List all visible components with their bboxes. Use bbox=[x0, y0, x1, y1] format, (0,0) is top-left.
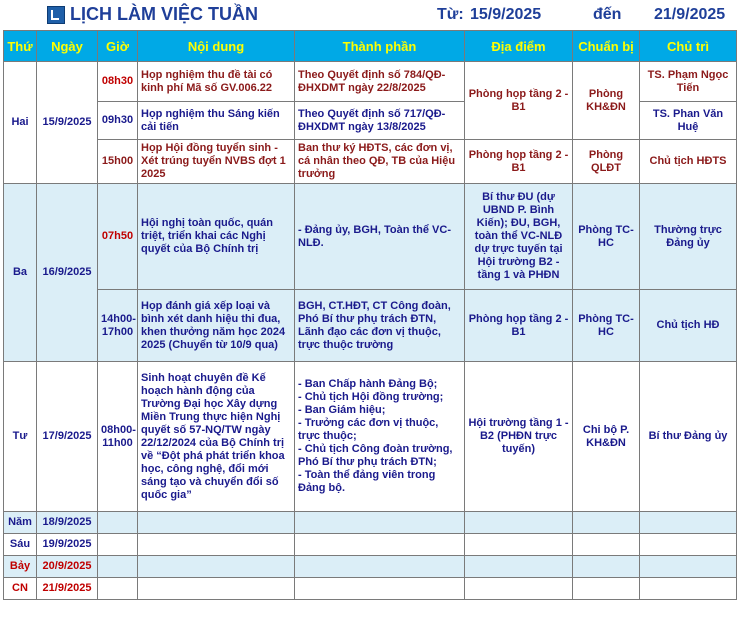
empty-cell bbox=[465, 512, 573, 534]
chair-cell: Bí thư Đảng ủy bbox=[640, 362, 737, 512]
table-row bbox=[4, 62, 737, 102]
participant-line: - Chủ tịch Hội đồng trường; bbox=[298, 391, 444, 403]
day-cell: Tư bbox=[4, 362, 37, 512]
participant-line: - Toàn thể đảng viên trong Đảng bộ. bbox=[298, 469, 436, 494]
schedule-table bbox=[3, 30, 737, 600]
day-cell: Bảy bbox=[4, 556, 37, 578]
empty-cell bbox=[295, 534, 465, 556]
day-cell: Năm bbox=[4, 512, 37, 534]
empty-cell bbox=[573, 578, 640, 600]
content-cell: Họp nghiệm thu Sáng kiến cải tiến bbox=[138, 102, 295, 140]
table-header-row bbox=[4, 31, 737, 62]
date-cell: 20/9/2025 bbox=[37, 556, 98, 578]
table-row bbox=[4, 556, 737, 578]
content-cell: Họp đánh giá xếp loại và bình xét danh hiệu thi đua, khen thưởng năm học 2024 2025 (Chuyển từ 10/9 qua) bbox=[138, 290, 295, 362]
empty-cell bbox=[465, 578, 573, 600]
participants-cell: Theo Quyết định số 717/QĐ-ĐHXDMT ngày 13/8/2025 bbox=[295, 102, 465, 140]
to-label: đến bbox=[593, 6, 622, 23]
table-row bbox=[4, 512, 737, 534]
prepare-cell: Phòng KH&ĐN bbox=[573, 62, 640, 140]
time-cell: 14h00-17h00 bbox=[98, 290, 138, 362]
empty-cell bbox=[573, 534, 640, 556]
table-row bbox=[4, 140, 737, 184]
prepare-cell: Phòng QLĐT bbox=[573, 140, 640, 184]
empty-cell bbox=[573, 512, 640, 534]
chair-cell: Chủ tịch HĐTS bbox=[640, 140, 737, 184]
table-row bbox=[4, 362, 737, 512]
participant-line: - Ban Chấp hành Đảng Bộ; bbox=[298, 378, 438, 390]
col-header-ngay: Ngày bbox=[37, 31, 98, 62]
chair-cell: TS. Phạm Ngọc Tiến bbox=[640, 62, 737, 102]
day-cell: Ba bbox=[4, 184, 37, 362]
empty-cell bbox=[465, 556, 573, 578]
date-cell: 21/9/2025 bbox=[37, 578, 98, 600]
logo-icon bbox=[47, 6, 65, 24]
location-cell: Phòng họp tầng 2 - B1 bbox=[465, 62, 573, 140]
table-row bbox=[4, 534, 737, 556]
location-cell: Bí thư ĐU (dự UBND P. Bình Kiến); ĐU, BGH, toàn thể VC-NLĐ dự trực tuyến tại Hội trường B2 - tầng 1 và PHĐN bbox=[465, 184, 573, 290]
col-header-thanh-phan: Thành phần bbox=[295, 31, 465, 62]
participants-cell: - Đảng ủy, BGH, Toàn thể VC-NLĐ. bbox=[295, 184, 465, 290]
day-cell: Hai bbox=[4, 62, 37, 184]
content-cell: Sinh hoạt chuyên đề Kế hoạch hành động của Trường Đại học Xây dựng Miền Trung thực hiện Nghị quyết số 57-NQ/TW ngày 22/12/2024 của Bộ Chính trị về “Đột phá phát triển khoa học, công nghệ, đổi mới sáng tạo và chuyển đổi số quốc gia” bbox=[138, 362, 295, 512]
prepare-cell: Chi bộ P. KH&ĐN bbox=[573, 362, 640, 512]
time-cell: 09h30 bbox=[98, 102, 138, 140]
col-header-noi-dung: Nội dung bbox=[138, 31, 295, 62]
from-date: 15/9/2025 bbox=[470, 6, 542, 23]
date-cell: 17/9/2025 bbox=[37, 362, 98, 512]
empty-cell bbox=[138, 578, 295, 600]
time-cell: 15h00 bbox=[98, 140, 138, 184]
day-cell: CN bbox=[4, 578, 37, 600]
date-cell: 16/9/2025 bbox=[37, 184, 98, 362]
empty-cell bbox=[98, 578, 138, 600]
participant-line: - Ban Giám hiệu; bbox=[298, 404, 386, 416]
participants-cell bbox=[295, 362, 465, 512]
time-cell: 08h30 bbox=[98, 62, 138, 102]
empty-cell bbox=[98, 512, 138, 534]
empty-cell bbox=[295, 556, 465, 578]
time-cell: 08h00-11h00 bbox=[98, 362, 138, 512]
col-header-gio: Giờ bbox=[98, 31, 138, 62]
content-cell: Họp Hội đồng tuyển sinh - Xét trúng tuyển NVBS đợt 1 2025 bbox=[138, 140, 295, 184]
content-cell: Hội nghị toàn quốc, quán triệt, triển khai các Nghị quyết của Bộ Chính trị bbox=[138, 184, 295, 290]
table-row bbox=[4, 578, 737, 600]
empty-cell bbox=[640, 556, 737, 578]
from-label: Từ: bbox=[437, 6, 464, 23]
empty-cell bbox=[640, 578, 737, 600]
chair-cell: Thường trực Đảng ủy bbox=[640, 184, 737, 290]
to-date: 21/9/2025 bbox=[654, 6, 726, 23]
empty-cell bbox=[295, 512, 465, 534]
col-header-dia-diem: Địa điểm bbox=[465, 31, 573, 62]
chair-cell: Chủ tịch HĐ bbox=[640, 290, 737, 362]
empty-cell bbox=[573, 556, 640, 578]
participants-cell: BGH, CT.HĐT, CT Công đoàn, Phó Bí thư phụ trách ĐTN, Lãnh đạo các đơn vị thuộc, trực thuộc trường bbox=[295, 290, 465, 362]
location-cell: Hội trường tầng 1 - B2 (PHĐN trực tuyến) bbox=[465, 362, 573, 512]
empty-cell bbox=[465, 534, 573, 556]
chair-cell: TS. Phan Văn Huệ bbox=[640, 102, 737, 140]
col-header-chu-tri: Chủ trì bbox=[640, 31, 737, 62]
empty-cell bbox=[640, 534, 737, 556]
table-row bbox=[4, 184, 737, 290]
participants-cell: Theo Quyết định số 784/QĐ-ĐHXDMT ngày 22/8/2025 bbox=[295, 62, 465, 102]
content-cell: Họp nghiệm thu đề tài có kinh phí Mã số GV.006.22 bbox=[138, 62, 295, 102]
empty-cell bbox=[640, 512, 737, 534]
page-header bbox=[0, 0, 739, 30]
empty-cell bbox=[138, 512, 295, 534]
date-cell: 15/9/2025 bbox=[37, 62, 98, 184]
prepare-cell: Phòng TC-HC bbox=[573, 184, 640, 290]
empty-cell bbox=[138, 534, 295, 556]
prepare-cell: Phòng TC-HC bbox=[573, 290, 640, 362]
day-cell: Sáu bbox=[4, 534, 37, 556]
empty-cell bbox=[138, 556, 295, 578]
empty-cell bbox=[295, 578, 465, 600]
page-title: LỊCH LÀM VIỆC TUẦN bbox=[70, 4, 258, 24]
time-cell: 07h50 bbox=[98, 184, 138, 290]
participant-line: - Trưởng các đơn vị thuộc, trực thuộc; bbox=[298, 417, 439, 442]
location-cell: Phòng họp tầng 2 - B1 bbox=[465, 140, 573, 184]
table-row bbox=[4, 290, 737, 362]
participant-line: - Chủ tịch Công đoàn trường, Phó Bí thư phụ trách ĐTN; bbox=[298, 443, 453, 468]
empty-cell bbox=[98, 556, 138, 578]
location-cell: Phòng họp tầng 2 - B1 bbox=[465, 290, 573, 362]
date-cell: 18/9/2025 bbox=[37, 512, 98, 534]
empty-cell bbox=[98, 534, 138, 556]
participants-cell: Ban thư ký HĐTS, các đơn vị, cá nhân theo QĐ, TB của Hiệu trưởng bbox=[295, 140, 465, 184]
col-header-thu: Thứ bbox=[4, 31, 37, 62]
date-cell: 19/9/2025 bbox=[37, 534, 98, 556]
col-header-chuan-bi: Chuẩn bị bbox=[573, 31, 640, 62]
